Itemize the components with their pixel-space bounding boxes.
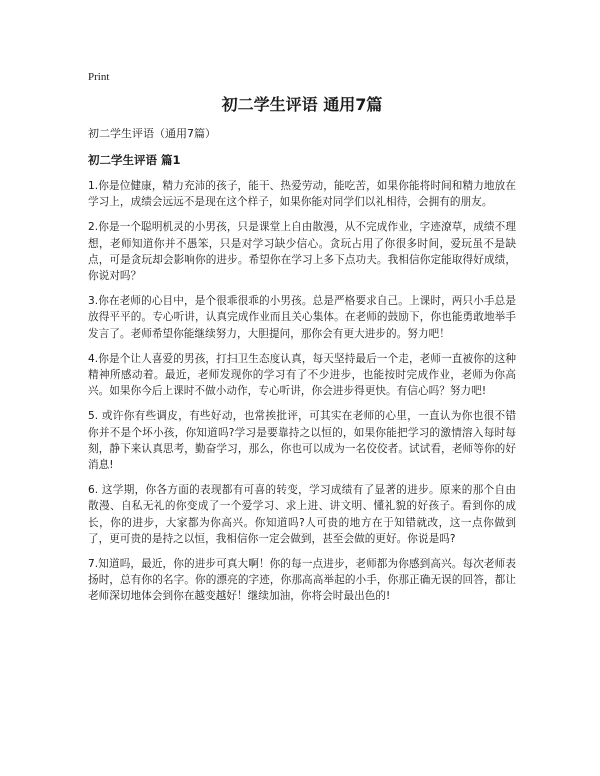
paragraph-2: 2.你是一个聪明机灵的小男孩，只是课堂上自由散漫，从不完成作业，字迹潦草，成绩不理想，老师知道你并不愚笨，只是对学习缺少信心。贪玩占用了你很多时间，爱玩虽不是缺点，可是贪玩却会影响你的进步。希望你在学习上多下点功夫。我相信你定能取得好成绩，你说对吗？	[88, 221, 516, 283]
section-heading: 初二学生评语 篇1	[88, 153, 181, 167]
paragraph-1: 1.你是位健康，精力充沛的孩子，能干、热爱劳动，能吃苦，如果你能将时间和精力地放在学习上，成绩会远远不是现在这个样子，如果你能对同学们以礼相待，会拥有的朋友。	[88, 180, 516, 209]
paragraph-3: 3.你在老师的心目中，是个很乖很乖的小男孩。总是严格要求自己。上课时，两只小手总是放得平平的。专心听讲，认真完成作业而且关心集体。在老师的鼓励下，你也能勇敢地举手发言了。老师希望你能继续努力，大胆提问，那你会有更大进步的。努力吧！	[88, 295, 516, 340]
paragraph-7: 7.知道吗，最近，你的进步可真大啊！你的每一点进步，老师都为你感到高兴。每次老师表扬时，总有你的名字。你的漂亮的字迹，你那高高举起的小手，你那正确无误的回答，都让老师深切地体会到你在越变越好！继续加油，你将会时最出色的!	[88, 558, 516, 603]
paragraph-6: 6. 这学期，你各方面的表现都有可喜的转变，学习成绩有了显著的进步。原来的那个自由散漫、自私无礼的你变成了一个爱学习、求上进、讲文明、懂礼貌的好孩子。看到你的成长，你的进步，大家都为你高兴。你知道吗?人可贵的地方在于知错就改，这一点你做到了，更可贵的是持之以恒，我相信你一定会做到，甚至会做的更好。你说是吗?	[88, 484, 516, 545]
document-page	[88, 70, 516, 614]
document-subtitle: 初二学生评语（通用7篇）	[88, 127, 216, 140]
paragraph-4: 4.你是个让人喜爱的男孩，打扫卫生态度认真，每天坚持最后一个走，老师一直被你的这种精神所感动着。最近，老师发现你的学习有了不少进步，也能按时完成作业，老师为你高兴。如果你今后上课时不做小动作，专心听讲，你会进步得更快。有信心吗？努力吧!	[88, 352, 516, 398]
document-title: 初二学生评语 通用7篇	[221, 95, 383, 114]
print-label[interactable]: Print	[88, 71, 110, 83]
paragraph-5: 5. 或许你有些调皮，有些好动，也常挨批评，可其实在老师的心里，一直认为你也很不错你并不是个坏小孩，你知道吗?学习是要靠持之以恒的，如果你能把学习的激情溶入每时每刻，静下来认真思考，勤奋学习，那么，你也可以成为一名佼佼者。试试看，老师等你的好消息!	[88, 410, 516, 472]
